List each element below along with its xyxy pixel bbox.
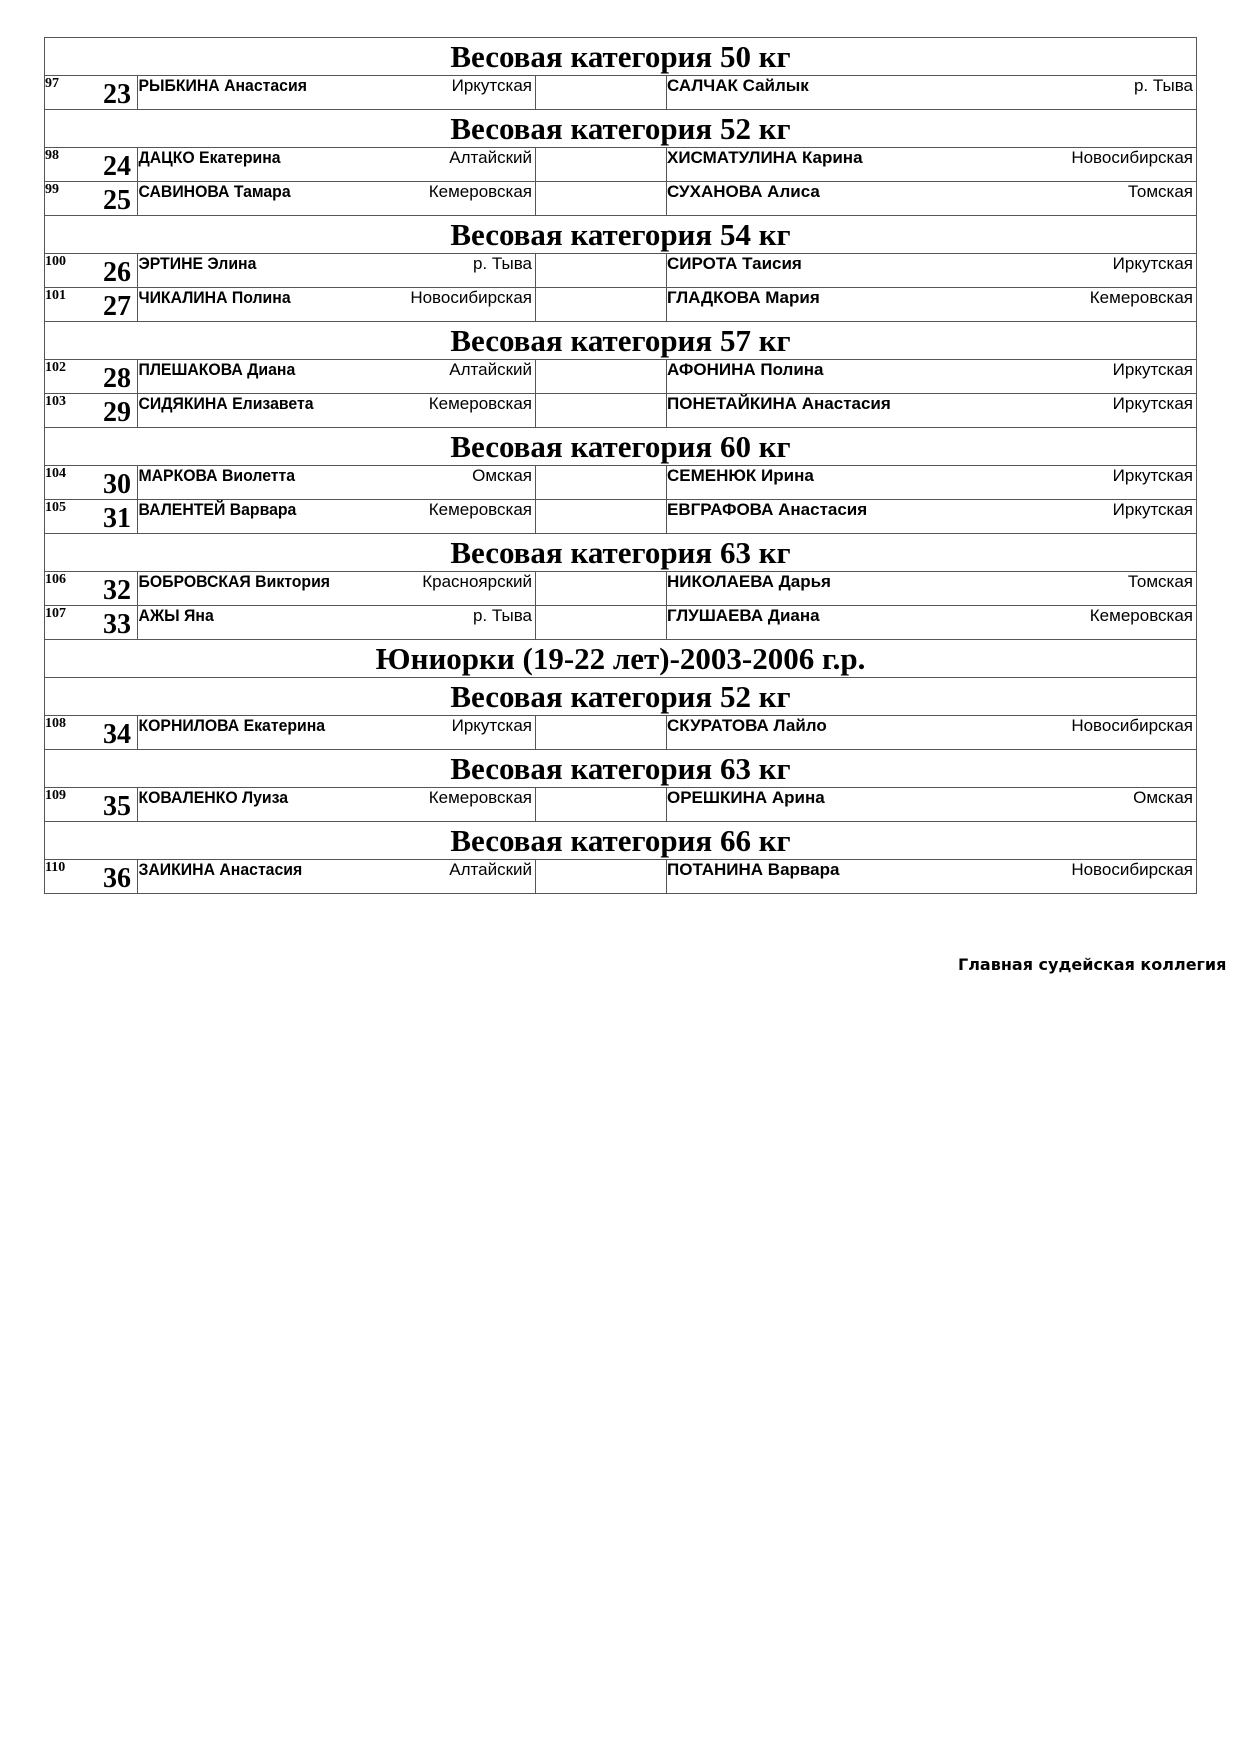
pair-number: 35 [103,791,131,822]
blue-athlete-name: СКУРАТОВА Лайло [667,716,922,750]
bout-number: 103 [45,394,66,409]
weight-category-heading: Весовая категория 60 кг [45,428,1197,466]
bout-number: 100 [45,254,66,269]
red-athlete-name: ПЛЕШАКОВА Диана [138,360,305,394]
red-athlete-name: ЗАИКИНА Анастасия [138,860,305,894]
blue-athlete-name: СЕМЕНЮК Ирина [667,466,922,500]
blue-athlete-name: АФОНИНА Полина [667,360,922,394]
bout-row [45,500,1197,534]
bout-row [45,572,1197,606]
weight-category-heading: Весовая категория 66 кг [45,822,1197,860]
bout-row [45,360,1197,394]
blue-athlete-region: р. Тыва [922,76,1197,110]
red-athlete-region: Алтайский [318,860,536,894]
pair-number: 33 [103,609,131,640]
blue-athlete-region: Омская [922,788,1197,822]
blue-athlete-name: ЕВГРАФОВА Анастасия [667,500,922,534]
bout-number-cell [45,360,138,394]
bout-row [45,148,1197,182]
blue-athlete-name: ОРЕШКИНА Арина [667,788,922,822]
weight-category-heading: Весовая категория 63 кг [45,534,1197,572]
category-heading-row [45,534,1197,572]
blue-athlete-region: Иркутская [922,466,1197,500]
bout-number: 109 [45,788,66,803]
red-athlete-name: ЧИКАЛИНА Полина [138,288,305,322]
blue-athlete-name: САЛЧАК Сайлык [667,76,922,110]
blue-athlete-name: НИКОЛАЕВА Дарья [667,572,922,606]
blue-athlete-region: Новосибирская [922,860,1197,894]
result-cell [536,788,667,822]
blue-athlete-region: Кемеровская [922,606,1197,640]
result-cell [536,254,667,288]
blue-athlete-region: Иркутская [922,394,1197,428]
weight-category-heading: Весовая категория 63 кг [45,750,1197,788]
bout-number-cell [45,860,138,894]
blue-athlete-region: Кемеровская [922,288,1197,322]
pair-number: 36 [103,863,131,894]
blue-athlete-region: Иркутская [922,360,1197,394]
weight-category-heading: Весовая категория 52 кг [45,110,1197,148]
category-heading-row [45,322,1197,360]
red-athlete-region: р. Тыва [318,606,536,640]
red-athlete-name: СИДЯКИНА Елизавета [138,394,305,428]
bout-row [45,182,1197,216]
result-cell [536,394,667,428]
bout-number-cell [45,254,138,288]
result-cell [536,288,667,322]
result-cell [536,466,667,500]
bout-number-cell [45,288,138,322]
category-heading-row [45,822,1197,860]
red-athlete-region: Кемеровская [318,788,536,822]
bout-number: 98 [45,148,59,163]
blue-athlete-region: Новосибирская [922,716,1197,750]
result-cell [536,182,667,216]
red-athlete-name: ЭРТИНЕ Элина [138,254,305,288]
bout-row [45,606,1197,640]
blue-athlete-name: ПОТАНИНА Варвара [667,860,922,894]
red-athlete-region: Кемеровская [318,500,536,534]
result-cell [536,716,667,750]
pair-number: 23 [103,79,131,110]
blue-athlete-name: ХИСМАТУЛИНА Карина [667,148,922,182]
category-heading-row [45,750,1197,788]
red-athlete-region: Иркутская [318,76,536,110]
pair-number: 28 [103,363,131,394]
bout-number: 101 [45,288,66,303]
bout-number-cell [45,788,138,822]
blue-athlete-name: СИРОТА Таисия [667,254,922,288]
bout-number: 108 [45,716,66,731]
pair-number: 34 [103,719,131,750]
pair-number: 30 [103,469,131,500]
category-heading-row [45,678,1197,716]
pair-number: 29 [103,397,131,428]
bout-number-cell [45,148,138,182]
pair-number: 31 [103,503,131,534]
blue-athlete-region: Томская [922,182,1197,216]
blue-athlete-name: ГЛАДКОВА Мария [667,288,922,322]
bout-number-cell [45,394,138,428]
bout-row [45,288,1197,322]
red-athlete-region: р. Тыва [318,254,536,288]
bout-row [45,254,1197,288]
category-heading-row [45,640,1197,678]
bout-number-cell [45,716,138,750]
weight-category-heading: Весовая категория 50 кг [45,38,1197,76]
red-athlete-region: Красноярский [318,572,536,606]
bout-number: 107 [45,606,66,621]
pair-number: 25 [103,185,131,216]
result-cell [536,500,667,534]
bout-number-cell [45,76,138,110]
red-athlete-region: Кемеровская [318,182,536,216]
result-cell [536,572,667,606]
weight-category-heading: Весовая категория 54 кг [45,216,1197,254]
blue-athlete-name: ПОНЕТАЙКИНА Анастасия [667,394,922,428]
blue-athlete-region: Иркутская [922,254,1197,288]
result-cell [536,76,667,110]
red-athlete-name: ВАЛЕНТЕЙ Варвара [138,500,305,534]
pair-number: 26 [103,257,131,288]
red-athlete-name: АЖЫ Яна [138,606,305,640]
red-athlete-region: Алтайский [318,360,536,394]
bout-number: 106 [45,572,66,587]
weight-category-heading: Весовая категория 52 кг [45,678,1197,716]
result-cell [536,860,667,894]
bout-number: 110 [45,860,66,875]
bout-number: 104 [45,466,66,481]
red-athlete-region: Алтайский [318,148,536,182]
pair-number: 24 [103,151,131,182]
bout-row [45,788,1197,822]
age-group-heading: Юниорки (19-22 лет)-2003-2006 г.р. [45,640,1197,678]
blue-athlete-region: Иркутская [922,500,1197,534]
result-cell [536,606,667,640]
red-athlete-name: БОБРОВСКАЯ Виктория [138,572,305,606]
bout-number-cell [45,466,138,500]
bout-number: 105 [45,500,66,515]
bout-schedule-table [44,37,1197,894]
category-heading-row [45,110,1197,148]
red-athlete-region: Новосибирская [318,288,536,322]
result-cell [536,148,667,182]
bout-number-cell [45,606,138,640]
red-athlete-region: Иркутская [318,716,536,750]
red-athlete-name: КОВАЛЕНКО Луиза [138,788,305,822]
red-athlete-name: МАРКОВА Виолетта [138,466,305,500]
blue-athlete-name: ГЛУШАЕВА Диана [667,606,922,640]
pair-number: 27 [103,291,131,322]
bout-number-cell [45,182,138,216]
red-athlete-name: САВИНОВА Тамара [138,182,305,216]
bout-row [45,716,1197,750]
bout-row [45,394,1197,428]
judges-panel-signature: Главная судейская коллегия [958,955,1227,974]
bout-number: 99 [45,182,59,197]
category-heading-row [45,38,1197,76]
red-athlete-region: Омская [318,466,536,500]
red-athlete-name: ДАЦКО Екатерина [138,148,305,182]
blue-athlete-name: СУХАНОВА Алиса [667,182,922,216]
blue-athlete-region: Томская [922,572,1197,606]
category-heading-row [45,216,1197,254]
bout-row [45,860,1197,894]
bout-row [45,466,1197,500]
blue-athlete-region: Новосибирская [922,148,1197,182]
red-athlete-region: Кемеровская [318,394,536,428]
bout-row [45,76,1197,110]
bout-number-cell [45,572,138,606]
category-heading-row [45,428,1197,466]
bout-number: 102 [45,360,66,375]
bout-number: 97 [45,76,59,91]
bout-number-cell [45,500,138,534]
pair-number: 32 [103,575,131,606]
result-cell [536,360,667,394]
red-athlete-name: КОРНИЛОВА Екатерина [138,716,305,750]
weight-category-heading: Весовая категория 57 кг [45,322,1197,360]
red-athlete-name: РЫБКИНА Анастасия [138,76,305,110]
